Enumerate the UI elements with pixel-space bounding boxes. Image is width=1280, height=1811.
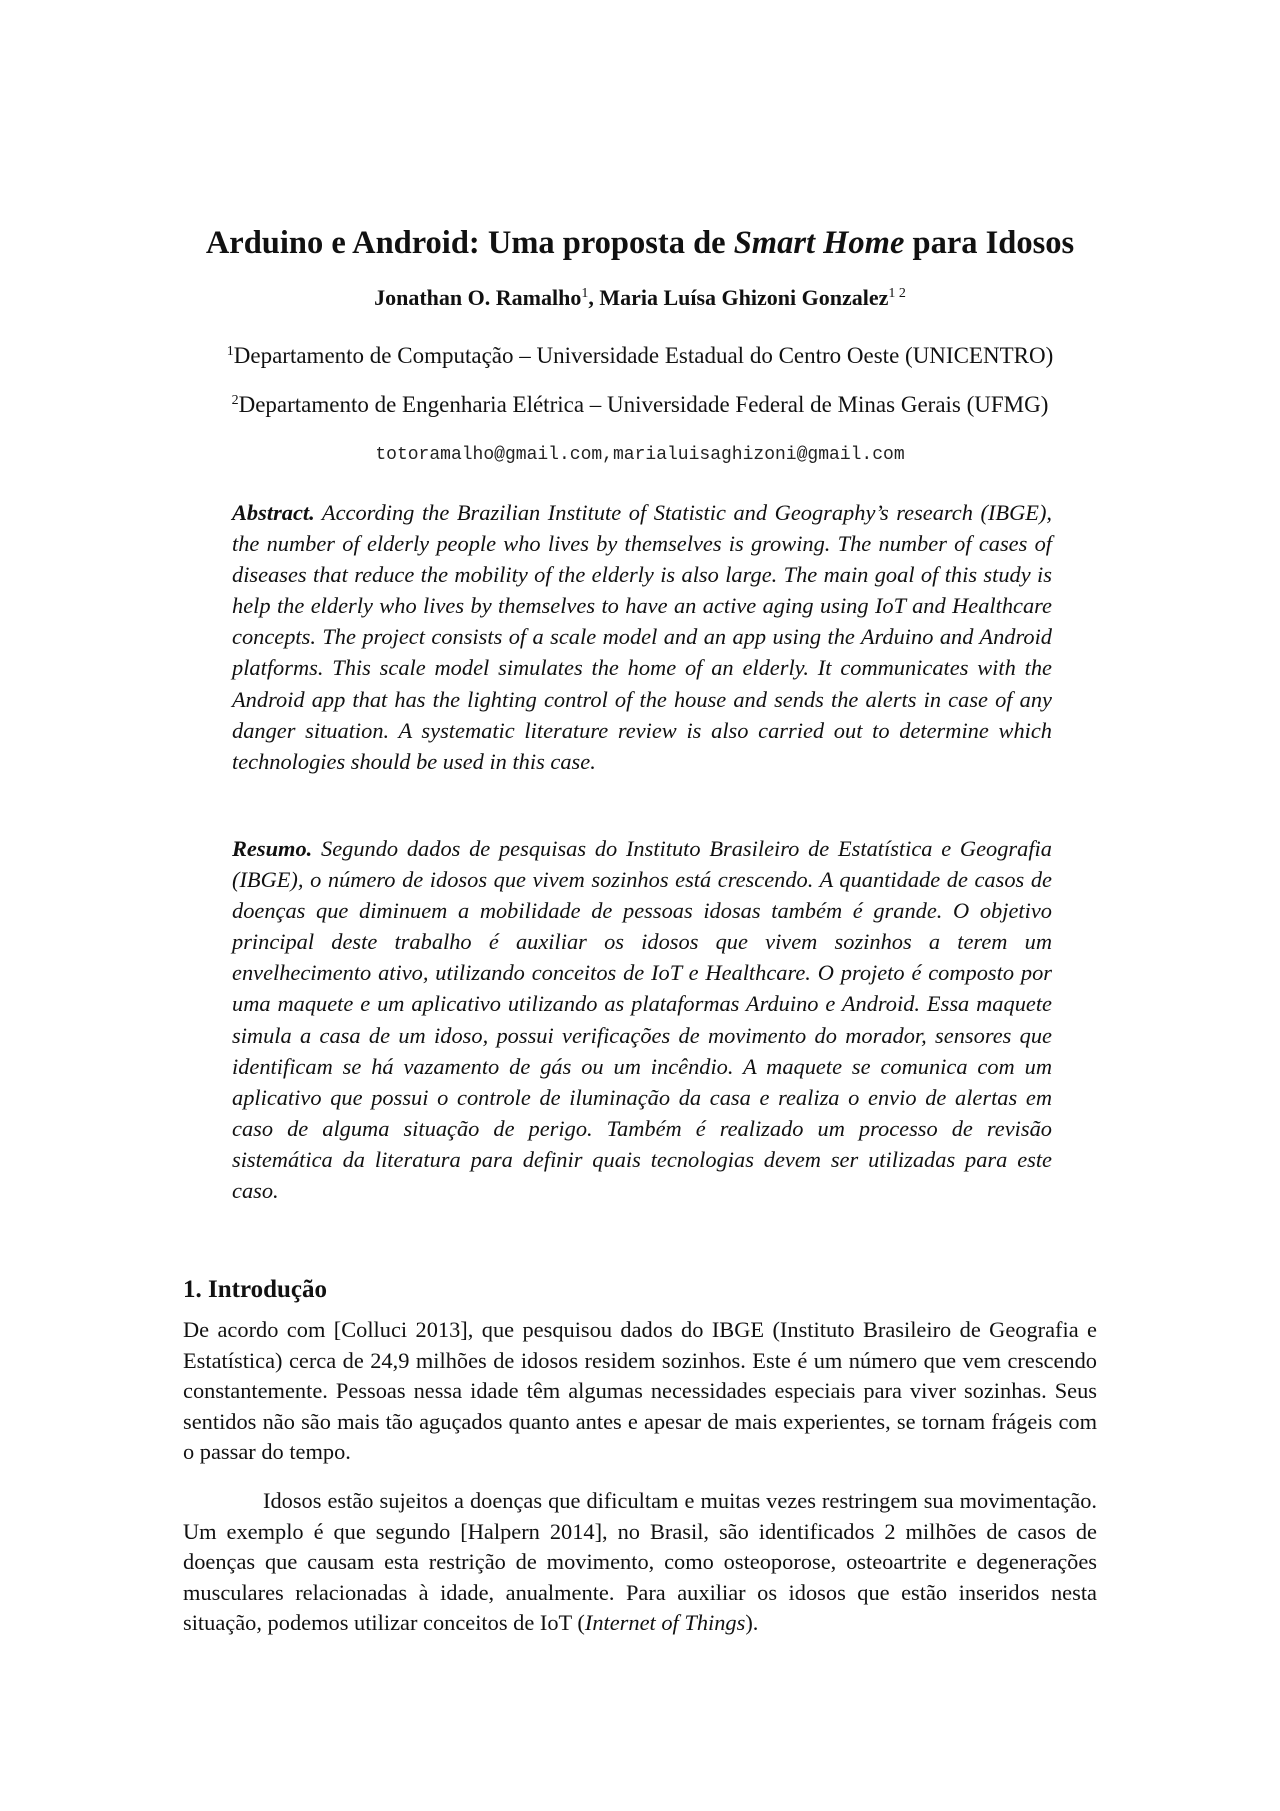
intro-paragraph-2-text: Idosos estão sujeitos a doenças que dificultam e muitas vezes restringem sua movimentação. Um exemplo é que segundo [Halpern 2014], no Brasil, são identificados 2 milhões de casos de doenças que causam esta restrição de movimento, como osteoporose, osteoartrite e degenerações musculares relacionadas à idade, anualmente. Para auxiliar os idosos que estão inseridos nesta situação, podemos utilizar conceitos de IoT (	[183, 1488, 1097, 1635]
abstract-english	[232, 497, 1052, 777]
author-emails: totoramalho@gmail.com,marialuisaghizoni@gmail.com	[375, 445, 905, 465]
intro-paragraph-1: De acordo com [Colluci 2013], que pesquisou dados do IBGE (Instituto Brasileiro de Geografia e Estatística) cerca de 24,9 milhões de idosos residem sozinhos. Este é um número que vem crescendo constantemente. Pessoas nessa idade têm algumas necessidades especiais para viver sozinhas. Seus sentidos não são mais tão aguçados quanto antes e apesar de mais experientes, se tornam frágeis com o passar do tempo.	[183, 1317, 1097, 1464]
author-2-affiliation-mark: 1 2	[888, 286, 906, 301]
author-1: Jonathan O. Ramalho	[374, 285, 582, 310]
intro-paragraph-2-italic: Internet of Things	[584, 1610, 746, 1635]
resumo-label: Resumo.	[232, 836, 313, 861]
affiliation-1-mark: 1	[226, 344, 234, 359]
abstract-portuguese	[232, 833, 1052, 1206]
affiliation-2-text: Departamento de Engenharia Elétrica – Universidade Federal de Minas Gerais (UFMG)	[238, 392, 1049, 417]
title-part-1: Arduino e Android: Uma proposta de	[205, 225, 734, 261]
affiliation-2-mark: 2	[231, 393, 239, 408]
author-2: Maria Luísa Ghizoni Gonzalez	[599, 285, 889, 310]
paper-title	[0, 219, 1280, 267]
abstract-text: According the Brazilian Institute of Statistic and Geography’s research (IBGE), the number of elderly people who lives by themselves is growing. The number of cases of diseases that reduce the mobility of the elderly is also large. The main goal of this study is help the elderly who lives by themselves to have an active aging using IoT and Healthcare concepts. The project consists of a scale model and an app using the Arduino and Android platforms. This scale model simulates the home of an elderly. It communicates with the Android app that has the lighting control of the house and sends the alerts in case of any danger situation. A systematic literature review is also carried out to determine which technologies should be used in this case.	[232, 500, 1052, 774]
intro-paragraph-2-end: ).	[745, 1610, 759, 1635]
affiliation-2	[0, 389, 1280, 421]
affiliation-1-text: Departamento de Computação – Universidade Estadual do Centro Oeste (UNICENTRO)	[233, 343, 1054, 368]
affiliation-1	[0, 340, 1280, 372]
abstract-label: Abstract.	[232, 500, 315, 525]
author-1-affiliation-mark: 1	[581, 286, 589, 301]
resumo-text: Segundo dados de pesquisas do Instituto Brasileiro de Estatística e Geografia (IBGE), o número de idosos que vivem sozinhos está crescendo. A quantidade de casos de doenças que diminuem a mobilidade de pessoas idosas também é grande. O objetivo principal deste trabalho é auxiliar os idosos que vivem sozinhos a terem um envelhecimento ativo, utilizando conceitos de IoT e Healthcare. O projeto é composto por uma maquete e um aplicativo utilizando as plataformas Arduino e Android. Essa maquete simula a casa de um idoso, possui verificações de movimento do morador, sensores que identificam se há vazamento de gás ou um incêndio. A maquete se comunica com um aplicativo que possui o controle de iluminação da casa e realiza o envio de alertas em caso de alguma situação de perigo. Também é realizado um processo de revisão sistemática da literatura para definir quais tecnologias devem ser utilizadas para este caso.	[232, 836, 1052, 1204]
author-separator: ,	[588, 285, 600, 310]
title-italic: Smart Home	[733, 225, 905, 261]
author-list	[0, 282, 1280, 314]
section-heading-introducao: 1. Introdução	[183, 1276, 328, 1303]
title-part-2: para Idosos	[904, 225, 1075, 261]
intro-paragraph-2	[183, 1486, 1097, 1639]
